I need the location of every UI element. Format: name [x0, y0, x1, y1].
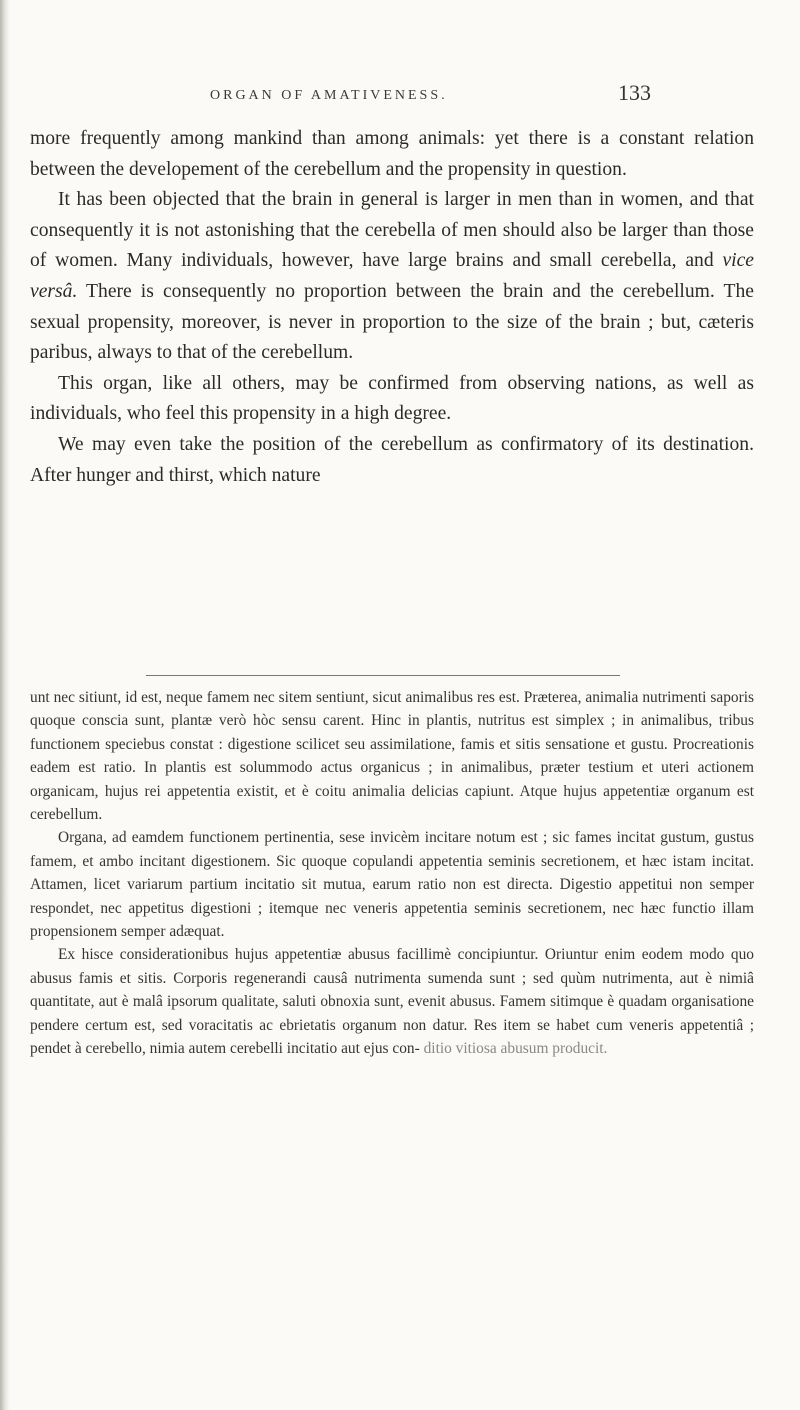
- paragraph-3: This organ, like all others, may be confirmed from observing nations, as well as individuals, who feel this propensity in a high degree.: [30, 372, 754, 425]
- footnote-paragraph-2: Organa, ad eamdem functionem pertinentia, sese invicèm incitare notum est ; sic fames incitat gustum, gustus famem, et ambo incitant digestionem. Sic quoque copulandi appetentia seminis secretionem, et hæc istam incitat. Attamen, licet variarum partium incitatio sit mutua, earum ratio non est directa. Digestio appetitui non semper respondet, nec appetitus digestioni ; itemque nec veneris appetentia seminis secretionem, nec hæc functio illam propensionem semper adæquat.: [30, 829, 754, 941]
- footnote-paragraph-3-text: Ex hisce considerationibus hujus appetentiæ abusus facillimè concipiuntur. Oriuntur enim eodem modo quo abusus famis et sitis. Corporis regenerandi causâ nutrimenta sumenda sunt ; sed quùm nutrimenta, aut è nimiâ quantitate, aut è malâ ipsorum qualitate, saluti obnoxia sunt, evenit abusus. Famem sitimque è quadam organisatione pendere certum est, sed voracitatis ac ebrietatis organum non datur. Res item se habet cum veneris appetentiâ ; pendet à cerebello, nimia autem cerebelli incitatio aut ejus con-: [30, 946, 754, 1058]
- footnote-paragraph-3: [30, 943, 754, 1060]
- paragraph-2-italic: vice versâ.: [30, 250, 754, 302]
- footnote-rule: [146, 675, 620, 676]
- paragraph-2: [30, 185, 754, 369]
- paragraph-2-text-a: It has been objected that the brain in general is larger in men than in women, and that consequently it is not astonishing that the cerebella of men should also be larger than those of women. Many individuals, however, have large brains and small cerebella, and: [30, 189, 754, 272]
- footnote-paragraph-1: unt nec sitiunt, id est, neque famem nec sitem sentiunt, sicut animalibus res est. Præterea, animalia nutrimenti saporis quoque conscia sunt, plantæ verò hòc sensu carent. Hinc in plantis, nutritus est simplex ; in animalibus, tribus functionem speciebus constat : digestione scilicet seu assimilatione, famis et sitis sensatione et gustu. Procreationis eadem est ratio. In plantis est solummodo actus organicus ; in animalibus, præter testium et uteri actionem organicam, hujus rei appetentia existit, et è coitu animalia delicias capiunt. Atque hujus appetentiæ organum est cerebellum.: [30, 689, 754, 824]
- running-header: ORGAN OF AMATIVENESS.: [210, 88, 448, 103]
- footnote-paragraph-3-tail: ditio vitiosa abusum producit.: [423, 1040, 608, 1058]
- main-text: [30, 124, 754, 491]
- paragraph-4: We may even take the position of the cerebellum as confirmatory of its destination. After hunger and thirst, which nature: [30, 433, 754, 486]
- page-edge-shadow: [0, 0, 10, 1410]
- paragraph-1: more frequently among mankind than among animals: yet there is a constant relation between the developement of the cerebellum and the propensity in question.: [30, 128, 754, 180]
- page-number: 133: [618, 80, 651, 105]
- paragraph-2-text-b: There is consequently no proportion between the brain and the cerebellum. The sexual propensity, moreover, is never in proportion to the size of the brain ; but, cæteris paribus, always to that of the cerebellum.: [30, 280, 754, 364]
- footnote: [30, 686, 754, 1061]
